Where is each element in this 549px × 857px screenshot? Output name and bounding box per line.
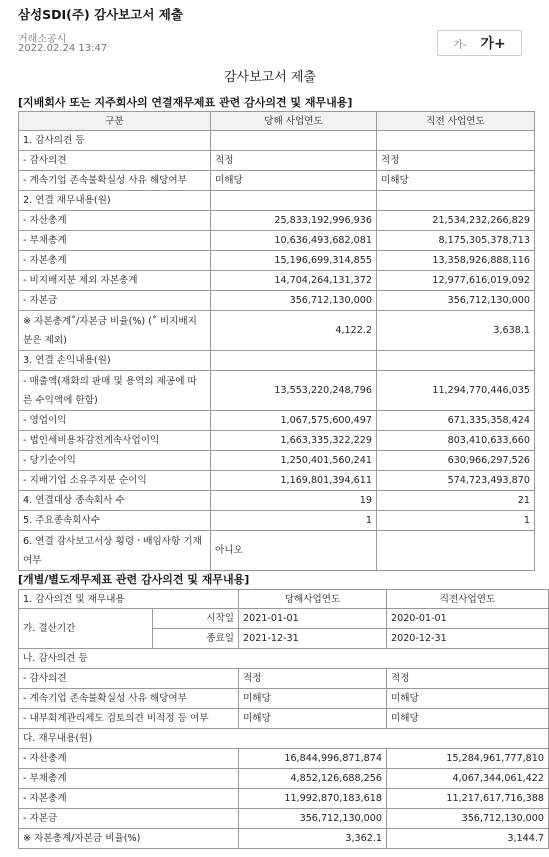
row-label: - 영업이익: [19, 411, 211, 431]
page-heading: 삼성SDI(주) 감사보고서 제출: [18, 7, 183, 22]
current-year-value: 25,833,192,996,936: [211, 211, 377, 231]
table-row: [19, 511, 535, 531]
table-row: [19, 471, 535, 491]
current-year-value: 1: [211, 511, 377, 531]
current-year-value: 아니오: [211, 531, 377, 571]
row-label: - 감사의견: [19, 669, 239, 689]
current-year-value: 15,196,699,314,855: [211, 251, 377, 271]
col-header-previous-year: 직전사업연도: [387, 590, 549, 609]
previous-year-value: 671,335,358,424: [377, 411, 535, 431]
row-label: 3. 연결 손익내용(원): [19, 351, 211, 371]
current-end-date: 2021-12-31: [239, 629, 387, 649]
row-label: - 자본금: [19, 291, 211, 311]
previous-year-value: 11,294,770,446,035: [377, 371, 535, 411]
current-year-value: 13,553,220,248,796: [211, 371, 377, 411]
previous-year-value: 11,217,617,716,388: [387, 789, 549, 809]
row-label: 5. 주요종속회사수: [19, 511, 211, 531]
consolidated-table: [18, 111, 535, 571]
previous-year-value: 8,175,305,378,713: [377, 231, 535, 251]
row-label: - 내부회계관리제도 검토의견 비적정 등 여부: [19, 709, 239, 729]
table-row: [19, 431, 535, 451]
col-header-previous-year: 직전 사업연도: [377, 112, 535, 131]
period-label: 가. 결산기간: [19, 609, 153, 649]
header-bar: [0, 0, 540, 60]
previous-year-value: 미해당: [377, 171, 535, 191]
table-row: [19, 171, 535, 191]
section-row: [19, 729, 549, 749]
table-row: [19, 451, 535, 471]
current-year-value: 1,169,801,394,611: [211, 471, 377, 491]
previous-year-value: 3,144.7: [387, 829, 549, 849]
separate-table: [18, 589, 549, 849]
previous-year-value: 12,977,616,019,092: [377, 271, 535, 291]
previous-year-value: 21,534,232,266,829: [377, 211, 535, 231]
current-year-value: 356,712,130,000: [239, 809, 387, 829]
table-row: [19, 311, 535, 351]
previous-start-date: 2020-01-01: [387, 609, 549, 629]
current-year-value: 미해당: [239, 709, 387, 729]
previous-end-date: 2020-12-31: [387, 629, 549, 649]
table-row: [19, 709, 549, 729]
row-label: - 자산총계: [19, 749, 239, 769]
table-row: [19, 251, 535, 271]
previous-year-value: 15,284,961,777,810: [387, 749, 549, 769]
table-row: [19, 491, 535, 511]
row-label: - 자본총계: [19, 251, 211, 271]
row-label: - 계속기업 존속불확실성 사유 해당여부: [19, 689, 239, 709]
font-decrease-button[interactable]: 가-: [453, 39, 467, 51]
previous-year-value: 356,712,130,000: [377, 291, 535, 311]
current-year-value: 3,362.1: [239, 829, 387, 849]
row-label: ※ 자본총계˚/자본금 비율(%) (˚ 비지배지분은 제외): [19, 311, 211, 351]
previous-year-value: 574,723,493,870: [377, 471, 535, 491]
row-label: - 부채총계: [19, 231, 211, 251]
current-year-value: 10,636,493,682,081: [211, 231, 377, 251]
previous-year-value: 630,966,297,526: [377, 451, 535, 471]
current-year-value: 16,844,996,871,874: [239, 749, 387, 769]
table-row: [19, 131, 535, 151]
row-label: - 감사의견: [19, 151, 211, 171]
table-header-row: [19, 112, 535, 131]
table-row: [19, 211, 535, 231]
current-year-value: [211, 131, 377, 151]
previous-year-value: 803,410,633,660: [377, 431, 535, 451]
table-row: [19, 351, 535, 371]
previous-year-value: [377, 131, 535, 151]
end-date-label: 종료일: [153, 629, 239, 649]
row-label: - 비지배지분 제외 자본총계: [19, 271, 211, 291]
row-label: - 법인세비용차감전계속사업이익: [19, 431, 211, 451]
row-label: - 부채총계: [19, 769, 239, 789]
col-header-label: 구분: [19, 112, 211, 131]
row-label: - 자산총계: [19, 211, 211, 231]
font-size-control: [437, 30, 522, 56]
previous-year-value: [377, 351, 535, 371]
previous-year-value: 21: [377, 491, 535, 511]
table-row: [19, 271, 535, 291]
document-title: 감사보고서 제출: [223, 70, 317, 85]
opinion-section-label: 나. 감사의견 등: [19, 649, 549, 669]
previous-year-value: 356,712,130,000: [387, 809, 549, 829]
row-label: 6. 연결 감사보고서상 횡령ㆍ배임사항 기재여부: [19, 531, 211, 571]
table-row: [19, 809, 549, 829]
row-label: 1. 감사의견 등: [19, 131, 211, 151]
previous-year-value: 미해당: [387, 689, 549, 709]
row-label: - 자본총계: [19, 789, 239, 809]
current-year-value: 1,250,401,560,241: [211, 451, 377, 471]
consolidated-section-title: [지배회사 또는 지주회사의 연결재무제표 관련 감사의견 및 재무내용]: [18, 96, 353, 109]
current-year-value: 1,067,575,600,497: [211, 411, 377, 431]
current-start-date: 2021-01-01: [239, 609, 387, 629]
current-year-value: 4,852,126,688,256: [239, 769, 387, 789]
current-year-value: 미해당: [211, 171, 377, 191]
previous-year-value: 1: [377, 511, 535, 531]
row-label: ※ 자본총계/자본금 비율(%): [19, 829, 239, 849]
start-date-label: 시작일: [153, 609, 239, 629]
row-label: - 당기순이익: [19, 451, 211, 471]
table-row: [19, 371, 535, 411]
font-increase-button[interactable]: 가+: [480, 36, 506, 52]
table-row: [19, 411, 535, 431]
current-year-value: 14,704,264,131,372: [211, 271, 377, 291]
row-label: 4. 연결대상 종속회사 수: [19, 491, 211, 511]
previous-year-value: 적정: [387, 669, 549, 689]
table-row: [19, 151, 535, 171]
current-year-value: 4,122.2: [211, 311, 377, 351]
table-row: [19, 669, 549, 689]
table-header-row: [19, 590, 549, 609]
current-year-value: 미해당: [239, 689, 387, 709]
previous-year-value: 미해당: [387, 709, 549, 729]
current-year-value: [211, 191, 377, 211]
current-year-value: 적정: [211, 151, 377, 171]
current-year-value: 356,712,130,000: [211, 291, 377, 311]
table-row: [19, 531, 535, 571]
current-year-value: 적정: [239, 669, 387, 689]
table-row: [19, 291, 535, 311]
table-row: [19, 689, 549, 709]
period-start-row: [19, 609, 549, 629]
current-year-value: 19: [211, 491, 377, 511]
previous-year-value: 4,067,344,061,422: [387, 769, 549, 789]
row-label: - 계속기업 존속불확실성 사유 해당여부: [19, 171, 211, 191]
row-label: - 지배기업 소유주지분 순이익: [19, 471, 211, 491]
source-label: 거래소공시: [18, 34, 67, 45]
timestamp: 2022.02.24 13:47: [18, 43, 108, 54]
previous-year-value: 3,638.1: [377, 311, 535, 351]
row-label: - 자본금: [19, 809, 239, 829]
current-year-value: 11,992,870,183,618: [239, 789, 387, 809]
col-header-label: 1. 감사의견 및 재무내용: [19, 590, 239, 609]
col-header-current-year: 당해 사업연도: [211, 112, 377, 131]
col-header-current-year: 당해사업연도: [239, 590, 387, 609]
current-year-value: 1,663,335,322,229: [211, 431, 377, 451]
previous-year-value: [377, 531, 535, 571]
table-row: [19, 191, 535, 211]
section-row: [19, 649, 549, 669]
current-year-value: [211, 351, 377, 371]
row-label: 2. 연결 재무내용(원): [19, 191, 211, 211]
table-row: [19, 749, 549, 769]
table-row: [19, 789, 549, 809]
table-row: [19, 769, 549, 789]
previous-year-value: 13,358,926,888,116: [377, 251, 535, 271]
separate-section-title: [개별/별도재무제표 관련 감사의견 및 재무내용]: [18, 573, 250, 586]
previous-year-value: 적정: [377, 151, 535, 171]
table-row: [19, 829, 549, 849]
finance-section-label: 다. 재무내용(원): [19, 729, 549, 749]
table-row: [19, 231, 535, 251]
previous-year-value: [377, 191, 535, 211]
row-label: - 매출액(재화의 판매 및 용역의 제공에 따른 수익액에 한함): [19, 371, 211, 411]
